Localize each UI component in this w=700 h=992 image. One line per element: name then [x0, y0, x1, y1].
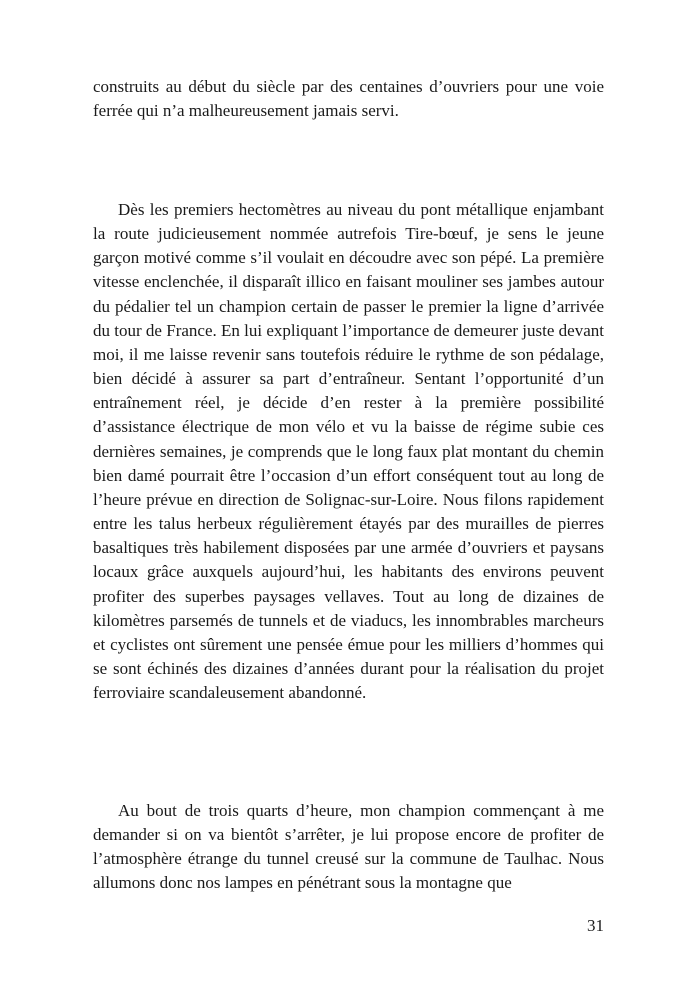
paragraph-tunnel: Au bout de trois quarts d’heure, mon champion commençant à me demander si on va bientôt s’arrêter, je lui propose encore de profiter de l’atmosphère étrange du tunnel creusé sur la commune de Taulhac. Nous allumons donc nos lampes en pénétrant sous la montagne que [93, 801, 604, 893]
page-number: 31 [587, 916, 604, 935]
paragraph-ride-description: Dès les premiers hectomètres au niveau du pont métallique enjambant la route judicieusement nommée autrefois Tire-bœuf, je sens le jeune garçon motivé comme s’il voulait en découdre avec son pépé. La première vitesse enclenchée, il disparaît illico en faisant mouliner ses jambes autour du pédalier tel un champion certain de passer le premier la ligne d’arrivée du tour de France. En lui expliquant l’importance de demeurer juste devant moi, il me laisse revenir sans toutefois réduire le rythme de son pédalage, bien décidé à assurer sa part d’entraîneur. Sentant l’opportunité d’un entraînement réel, je décide d’en rester à la première possibilité d’assistance électrique de mon vélo et vu la baisse de régime subie ces dernières semaines, je comprends que le long faux plat montant du chemin bien damé pourrait être l’occasion d’un effort conséquent tout au long de l’heure prévue en direction de Solignac-sur-Loire. Nous filons rapidement entre les talus herbeux régulièrement étayés par des murailles de pierres basaltiques très habilement disposées par une armée d’ouvriers et paysans locaux grâce auxquels aujourd’hui, les habitants des environs peuvent profiter des superbes paysages vellaves. Tout au long de dizaines de kilomètres parsemés de tunnels et de viaducs, les innombrables marcheurs et cyclistes ont sûrement une pensée émue pour les milliers d’hommes qui se sont échinés des dizaines d’années durant pour la réalisation du projet ferroviaire scandaleusement abandonné. [93, 200, 604, 703]
paragraph-continuation: construits au début du siècle par des centaines d’ouvriers pour une voie ferrée qui n’a malheureusement jamais servi. [93, 77, 604, 121]
